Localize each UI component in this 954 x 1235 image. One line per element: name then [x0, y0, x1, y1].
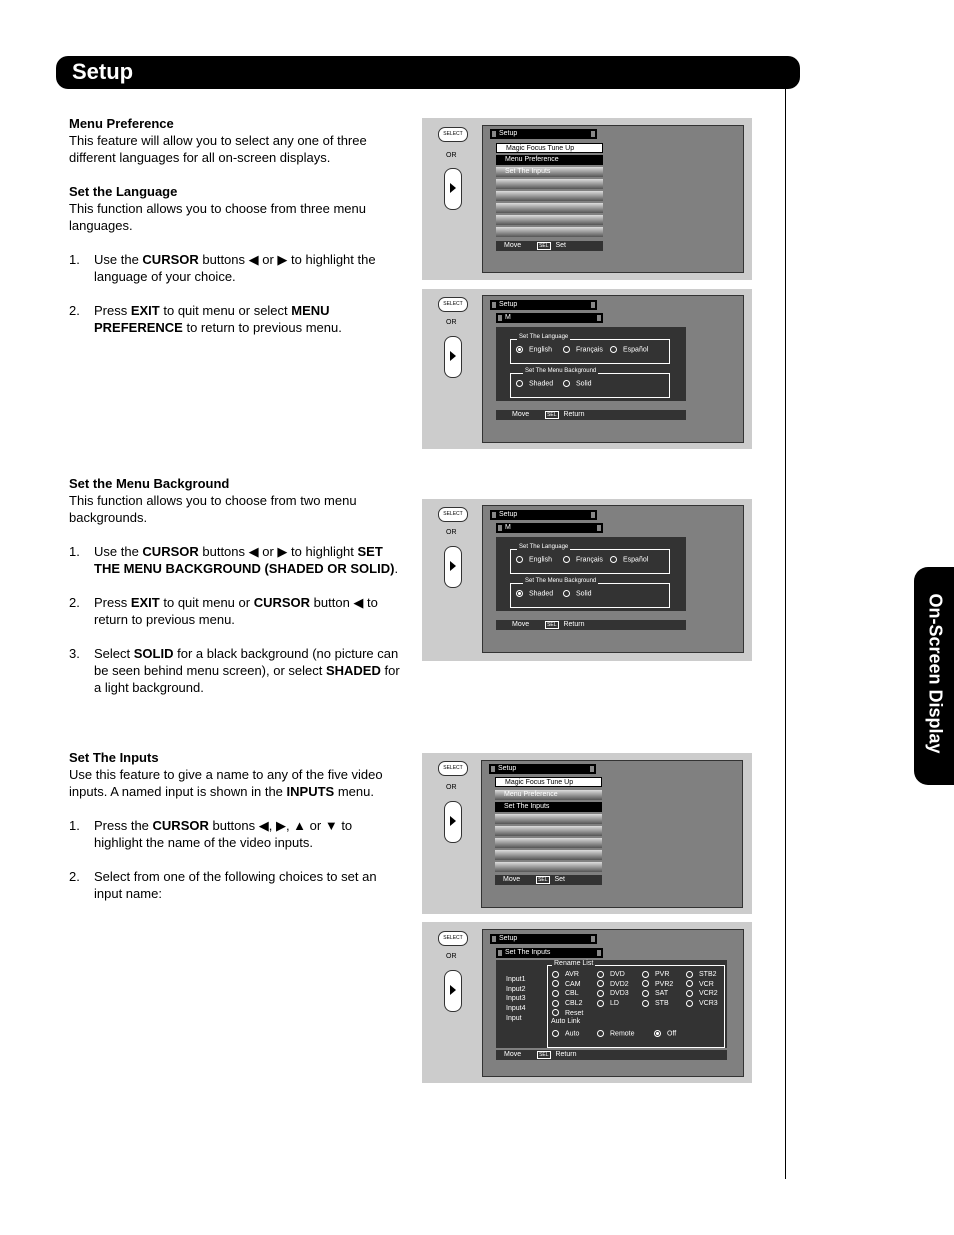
osd-menu-item	[496, 227, 603, 237]
step-item: 2. Select from one of the following choices to set an input name:	[69, 869, 377, 901]
cursor-pad-icon	[444, 546, 462, 588]
option-label: AVR	[565, 971, 579, 978]
option-label: DVD3	[610, 990, 629, 998]
sel-key-icon: SEL	[539, 1052, 549, 1058]
radio-icon	[563, 590, 570, 597]
rename-col	[642, 970, 673, 1009]
radio-selected-icon	[516, 590, 523, 597]
option-auto: Auto	[552, 1030, 579, 1037]
osd-figure-set-inputs-menu	[422, 753, 752, 914]
move-label: Move	[504, 1051, 522, 1058]
option-francais: Français	[563, 556, 603, 563]
radio-icon	[552, 1009, 559, 1016]
osd-menu-item	[495, 850, 602, 860]
return-label: Return	[563, 621, 585, 628]
option-label: Input	[506, 1014, 522, 1022]
radio-icon	[642, 980, 649, 987]
rename-col	[686, 970, 718, 1009]
osd-screen	[482, 295, 744, 443]
sel-key-icon: SEL	[539, 243, 549, 249]
rename-option	[642, 970, 673, 980]
rename-option	[506, 975, 525, 985]
osd-footer	[495, 875, 602, 885]
step-item: 1. Press the CURSOR buttons ◀, ▶, ▲ or ▼ to highlight the name of the video inputs.	[69, 818, 353, 850]
radio-icon	[686, 971, 693, 978]
or-label: OR	[446, 784, 457, 791]
option-solid: Solid	[563, 380, 592, 387]
para-menu-background: This function allows you to choose from two menu backgrounds.	[69, 493, 357, 525]
auto-link-label: Auto Link	[551, 1018, 581, 1025]
step-item: 1. Use the CURSOR buttons ◀ or ▶ to highlight SET THE MENU BACKGROUND (SHADED OR SOLID).	[69, 544, 399, 576]
radio-icon	[563, 556, 570, 563]
osd-menu-item	[495, 862, 602, 872]
osd-figure-set-language	[422, 289, 752, 449]
select-button-icon: SELECT	[438, 297, 468, 312]
radio-icon	[642, 971, 649, 978]
option-label: DVD2	[610, 980, 629, 988]
osd-menu-item: M	[496, 313, 603, 323]
rename-option	[686, 970, 718, 980]
option-english: English	[516, 346, 552, 353]
sel-key-icon: SEL	[547, 412, 557, 418]
rename-list-label: Rename List	[554, 960, 594, 967]
move-label: Move	[504, 242, 522, 249]
osd-menu-item	[495, 826, 602, 836]
osd-menu-item: M	[496, 523, 603, 533]
menu-preference-section	[69, 115, 401, 336]
option-label: DVD	[610, 971, 625, 978]
radio-icon	[516, 380, 523, 387]
radio-icon	[597, 971, 604, 978]
option-label: STB2	[699, 971, 717, 978]
set-background-label: Set The Menu Background	[525, 578, 597, 584]
option-label: CBL	[565, 990, 579, 998]
set-label: Set	[555, 242, 566, 249]
radio-icon	[597, 980, 604, 987]
or-label: OR	[446, 529, 457, 536]
option-francais: Français	[563, 346, 603, 353]
osd-menu-item: Magic Focus Tune Up	[495, 777, 602, 787]
rename-option	[552, 989, 583, 999]
option-shaded: Shaded	[516, 380, 553, 387]
or-label: OR	[446, 953, 457, 960]
option-solid: Solid	[563, 590, 592, 597]
cursor-pad-icon	[444, 336, 462, 378]
para-menu-preference: This feature will allow you to select any one of three different languages for all on-screen displays.	[69, 133, 367, 165]
rename-option	[552, 980, 583, 990]
osd-footer	[496, 410, 686, 420]
set-inputs-section	[69, 749, 401, 902]
section-tab-label: On-Screen Display	[925, 593, 946, 754]
option-remote: Remote	[597, 1030, 635, 1037]
input-list	[506, 975, 525, 1024]
osd-menu-item	[495, 838, 602, 848]
osd-screen	[482, 929, 744, 1077]
heading-set-inputs: Set The Inputs	[69, 750, 159, 765]
osd-screen	[482, 125, 744, 273]
option-label: VCR	[699, 980, 714, 988]
rename-option	[552, 999, 583, 1009]
osd-footer	[496, 241, 603, 251]
background-group	[510, 368, 670, 398]
option-label: LD	[610, 1000, 619, 1008]
set-language-label: Set The Language	[519, 544, 569, 550]
rename-option	[552, 970, 583, 980]
option-label: PVR	[655, 971, 670, 978]
rename-option	[506, 985, 525, 995]
or-label: OR	[446, 152, 457, 159]
osd-title-bar: Setup	[490, 300, 597, 310]
or-label: OR	[446, 319, 457, 326]
osd-menu-item	[496, 203, 603, 213]
radio-icon	[642, 990, 649, 997]
osd-title-bar: Setup	[490, 129, 597, 139]
option-label: VCR3	[699, 1000, 718, 1008]
rename-option	[506, 994, 525, 1004]
heading-set-language: Set the Language	[69, 184, 178, 199]
move-label: Move	[512, 411, 530, 418]
osd-menu-item	[496, 179, 603, 189]
menu-background-section	[69, 475, 401, 696]
osd-menu-item: Menu Preference	[495, 790, 602, 800]
option-english: English	[516, 556, 552, 563]
rename-option	[642, 980, 673, 990]
step-item: 1. Use the CURSOR buttons ◀ or ▶ to highlight the language of your choice.	[69, 252, 376, 284]
option-label: STB	[655, 1000, 669, 1008]
radio-icon	[597, 990, 604, 997]
osd-menu-item: Set The Inputs	[495, 802, 602, 812]
radio-icon	[552, 971, 559, 978]
select-button-icon: SELECT	[438, 931, 468, 946]
osd-menu-item	[495, 814, 602, 824]
option-label: SAT	[655, 990, 669, 998]
radio-selected-icon	[516, 346, 523, 353]
osd-menu-item	[496, 191, 603, 201]
option-label: Input1	[506, 976, 526, 983]
radio-icon	[552, 990, 559, 997]
osd-title-bar: Setup	[490, 934, 597, 944]
option-label: PVR2	[655, 980, 674, 988]
osd-footer	[496, 1050, 727, 1060]
option-label: CAM	[565, 980, 581, 988]
select-button-icon: SELECT	[438, 507, 468, 522]
sel-key-icon: SEL	[538, 877, 548, 883]
cursor-pad-icon	[444, 168, 462, 210]
para-set-language: This function allows you to choose from three menu languages.	[69, 201, 366, 233]
osd-menu-item: Menu Preference	[496, 155, 603, 165]
osd-footer	[496, 620, 686, 630]
rename-option	[597, 970, 629, 980]
select-button-icon: SELECT	[438, 127, 468, 142]
set-background-label: Set The Menu Background	[525, 368, 597, 374]
background-group	[510, 578, 670, 608]
radio-icon	[686, 990, 693, 997]
radio-selected-icon	[654, 1030, 661, 1037]
section-tab	[914, 567, 954, 785]
radio-icon	[597, 1030, 604, 1037]
osd-figure-setup-menu	[422, 118, 752, 280]
rename-option	[686, 999, 718, 1009]
rename-col	[597, 970, 629, 1009]
rename-option	[686, 989, 718, 999]
osd-figure-rename-list	[422, 922, 752, 1083]
page-header	[56, 56, 800, 89]
radio-icon	[642, 1000, 649, 1007]
option-label: Input4	[506, 1005, 526, 1013]
option-label: Input3	[506, 995, 526, 1003]
rename-option	[597, 989, 629, 999]
radio-icon	[610, 556, 617, 563]
osd-screen	[481, 760, 743, 908]
radio-icon	[552, 1030, 559, 1037]
radio-icon	[563, 380, 570, 387]
divider	[785, 89, 786, 1179]
rename-option	[642, 999, 673, 1009]
radio-icon	[516, 556, 523, 563]
rename-option	[506, 1014, 525, 1024]
step-item: 2. Press EXIT to quit menu or CURSOR button ◀ to return to previous menu.	[69, 595, 378, 627]
heading-menu-preference: Menu Preference	[69, 116, 174, 131]
page-title: Setup	[72, 59, 134, 84]
step-item: 3. Select SOLID for a black background (no picture can be seen behind menu screen), or select SHADED for a light background.	[69, 646, 400, 695]
osd-menu-item: Magic Focus Tune Up	[496, 143, 603, 153]
heading-menu-background: Set the Menu Background	[69, 476, 230, 491]
move-label: Move	[512, 621, 530, 628]
radio-icon	[563, 346, 570, 353]
option-espanol: Español	[610, 556, 648, 563]
osd-menu-item: Set The Inputs	[496, 167, 603, 177]
language-group	[510, 544, 670, 574]
set-language-label: Set The Language	[519, 334, 569, 340]
cursor-pad-icon	[444, 970, 462, 1012]
set-label: Set	[554, 876, 565, 883]
para-set-inputs: Use this feature to give a name to any of the five video inputs. A named input is shown in the INPUTS menu.	[69, 767, 383, 799]
radio-icon	[552, 1000, 559, 1007]
osd-title-bar: Setup	[489, 764, 596, 774]
rename-option	[597, 999, 629, 1009]
cursor-pad-icon	[444, 801, 462, 843]
rename-option	[506, 1004, 525, 1014]
sel-key-icon: SEL	[547, 622, 557, 628]
osd-menu-item: Set The Inputs	[496, 948, 603, 958]
rename-col	[552, 970, 583, 1019]
step-item: 2. Press EXIT to quit menu or select MENU PREFERENCE to return to previous menu.	[69, 303, 342, 335]
radio-icon	[610, 346, 617, 353]
return-label: Return	[563, 411, 585, 418]
option-off: Off	[654, 1030, 676, 1037]
rename-list-group	[547, 960, 725, 1048]
move-label: Move	[503, 876, 521, 883]
option-label: Reset	[565, 1009, 584, 1017]
language-group	[510, 334, 670, 364]
osd-screen	[482, 505, 744, 653]
option-label: Input2	[506, 985, 526, 993]
radio-icon	[686, 1000, 693, 1007]
osd-figure-menu-background	[422, 499, 752, 661]
option-espanol: Español	[610, 346, 648, 353]
rename-option	[686, 980, 718, 990]
radio-icon	[686, 980, 693, 987]
option-label: CBL2	[565, 1000, 583, 1008]
select-button-icon: SELECT	[438, 761, 468, 776]
rename-option	[642, 989, 673, 999]
osd-title-bar: Setup	[490, 510, 597, 520]
option-label: VCR2	[699, 990, 718, 998]
radio-icon	[597, 1000, 604, 1007]
radio-icon	[552, 980, 559, 987]
osd-menu-item	[496, 215, 603, 225]
option-shaded: Shaded	[516, 590, 553, 597]
return-label: Return	[555, 1051, 577, 1058]
rename-option	[597, 980, 629, 990]
